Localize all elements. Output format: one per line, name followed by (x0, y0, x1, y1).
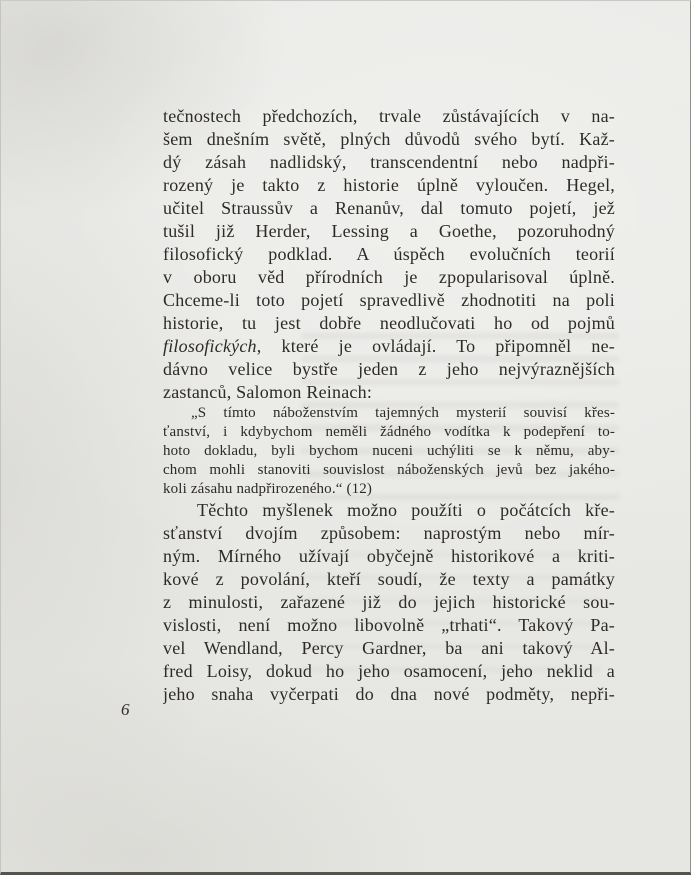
text-column (163, 105, 615, 706)
paragraph-continuation (163, 105, 615, 404)
text-line: chom mohli stanoviti souvislost náboženských jevů bez jakého- (163, 462, 615, 478)
text-line: vel Wendland, Percy Gardner, ba ani takový Al- (163, 638, 615, 658)
page-number-label: 6 (121, 700, 130, 719)
text-line: filosofický podklad. A úspěch evolučních teorií (163, 244, 615, 264)
text-line: dávno velice bystře jeden z jeho nejvýraznějších (163, 359, 615, 379)
text-line: hoto dokladu, byli bychom nuceni uchýliti se k němu, aby- (163, 443, 615, 459)
italic-text-segment: filosofických (163, 336, 257, 356)
text-segment: , které je ovládají. To připomněl ne- (256, 336, 615, 356)
text-line: jeho snaha vyčerpati do dna nové podměty, nepři- (163, 684, 615, 704)
text-line: kové z povolání, kteří soudí, že texty a památky (163, 569, 615, 589)
text-line: vislosti, není možno libovolně „trhati“. Takový Pa- (163, 615, 615, 635)
text-line: dý zásah nadlidský, transcendentní nebo nadpři- (163, 152, 615, 172)
text-line: šem dnešním světě, plných důvodů svého bytí. Kaž- (163, 129, 615, 149)
paragraph-two-approaches (163, 499, 615, 706)
text-line: Chceme-li toto pojetí spravedlivě zhodnotiti na poli (163, 290, 615, 310)
text-line: ným. Mírného užívají obyčejně historikové a kriti- (163, 546, 615, 566)
text-line: „S tímto náboženstvím tajemných mysterií souvisí křes- (191, 405, 615, 421)
text-line: z minulosti, zařazené již do jejich historické sou- (163, 592, 615, 612)
text-line: tušil již Herder, Lessing a Goethe, pozoruhodný (163, 221, 615, 241)
text-line: ťanství, i kdybychom neměli žádného vodítka k podepření to- (163, 424, 615, 440)
text-line: fred Loisy, dokud ho jeho osamocení, jeho neklid a (163, 661, 615, 681)
text-line (163, 335, 615, 358)
text-line: sťanství dvojím způsobem: naprostým nebo mír- (163, 523, 615, 543)
text-line: historie, tu jest dobře neodlučovati ho od pojmů (163, 313, 615, 333)
text-line: v oboru věd přírodních je zpopularisoval úplně. (163, 267, 615, 287)
text-line: rozený je takto z historie úplně vyloučen. Hegel, (163, 175, 615, 195)
text-line: zastanců, Salomon Reinach: (163, 382, 373, 402)
text-line: koli zásahu nadpřirozeného.“ (12) (163, 481, 373, 497)
text-line: tečnostech předchozích, trvale zůstávajících v na- (163, 106, 615, 126)
paragraph-blockquote-reinach (163, 404, 615, 499)
text-line: Těchto myšlenek možno použíti o počátcích kře- (197, 500, 615, 520)
text-line: učitel Straussův a Renanův, dal tomuto pojetí, jež (163, 198, 615, 218)
